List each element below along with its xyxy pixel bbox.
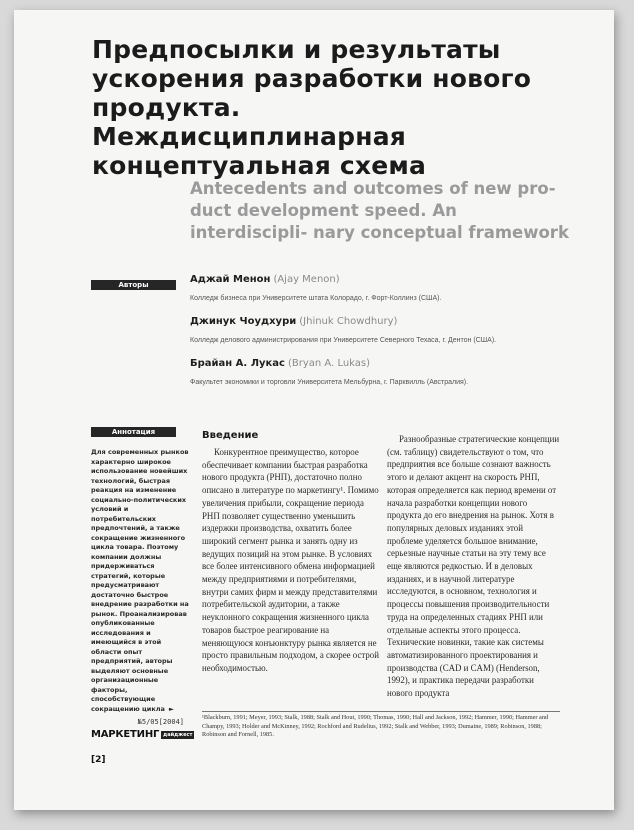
section-title: Введение	[202, 430, 259, 441]
author-latin-name: (Jhinuk Chowdhury)	[299, 316, 398, 327]
arrow-right-icon: ►	[168, 704, 174, 713]
body-column-1: Конкурентное преимущество, которое обеспечивает компании быстрая разработка нового продукта (РНП), достаточно полно описано в литературе по маркетингу¹. Помимо увеличения прибыли, сокращение периода РНП позволяет существенно уменьшить издержки производства, охватить более широкий сегмент рынка и занять одну из ведущих позиций на этом рынке. В условиях все более интенсивного обмена информацией между предприятиями и потребителями, внутри самих фирм и между представителями потребительской аудитории, а также неуклонного сокращения жизненного цикла товаров быстрое реагирование на меняющуюся конъюнктуру рынка является не просто правильным подходом, а скорее острой необходимостью.	[202, 447, 379, 673]
footnote: ¹Blackburn, 1991; Meyer, 1993; Stalk, 1988; Stalk and Hout, 1990; Thomas, 1990; Hall and Jackson, 1992; Hammer, 1990; Hammer and Champy, 1993; Holder and McKinney, 1992; Rochford and Rudelius, 1992; Stalk and Webber, 1993; Dumaine, 1989; Robinson, 1988; Robinson and Fornell, 1985.	[202, 714, 549, 738]
article-title-ru: Предпосылки и результаты ускорения разработки нового продукта. Междисциплинарная концептуальная схема	[92, 35, 532, 180]
authors-label: Авторы	[91, 280, 176, 290]
author-affiliation: Колледж бизнеса при Университете штата Колорадо, г. Форт-Коллинз (США).	[190, 295, 442, 302]
author-affiliation: Колледж делового администрирования при Университете Северного Техаса, г. Дентон (США).	[190, 337, 497, 344]
journal-brand-sub: дайджест	[163, 731, 193, 738]
author-name: Джинук Чоудхури	[190, 316, 297, 327]
body-column-2: Разнообразные стратегические концепции (см. таблицу) свидетельствуют о том, что предприятия все больше сознают важность этого и делают акцент на скорость РНП, которая определяется как период времени от начала разработки концепции нового продукта до его внедрения на рынок. Хотя в популярных деловых изданиях этой проблеме уделяется большое внимание, серьезные научные статьи на эту тему все еще являются редкостью. И в деловых изданиях, и в научной литературе исследуются, в основном, технология и процессы повышения производительности труда на определенных стадиях РНП или отдельные аспекты этого процесса. Технические новинки, такие как системы автоматизированного проектирования и производства (CAD и CAM) (Henderson, 1992), и практика передачи разработки нового продукта	[387, 434, 560, 699]
author-entry	[190, 316, 590, 346]
author-latin-name: (Bryan A. Lukas)	[287, 358, 371, 369]
abstract-label: Аннотация	[91, 427, 176, 437]
journal-page	[14, 10, 614, 810]
journal-brand: МАРКЕТИНГ	[91, 729, 160, 740]
author-name: Брайан А. Лукас	[190, 358, 285, 369]
abstract-text: Для современных рынков характерно широкое использование новейших технологий, быстрая реакция на изменение социально-политических условий и потребительских предпочтений, а также сокращение жизненного цикла товара. Поэтому компании должны придерживаться стратегий, которые предусматривают достаточно быстрое внедрение разработки на рынок. Проанализировав опубликованные исследования и имеющийся в этой области опыт предприятий, авторы выделяют основные организационные факторы, способствующие сокращению цикла ►	[91, 448, 189, 713]
author-latin-name: (Ajay Menon)	[273, 274, 340, 285]
author-entry	[190, 358, 590, 388]
footnote-divider	[202, 711, 560, 712]
issue-number: №5/05[2004]	[137, 718, 184, 726]
author-entry	[190, 274, 590, 304]
author-affiliation: Факультет экономики и торговли Университета Мельбурна, г. Парквилль (Австралия).	[190, 379, 469, 386]
article-title-en: Antecedents and outcomes of new pro- duct development speed. An interdiscipli- nary conceptual framework	[190, 179, 569, 242]
journal-logo	[91, 729, 194, 740]
author-name: Аджай Менон	[190, 274, 271, 285]
authors-block	[190, 274, 590, 400]
page-number: [2]	[91, 755, 106, 765]
